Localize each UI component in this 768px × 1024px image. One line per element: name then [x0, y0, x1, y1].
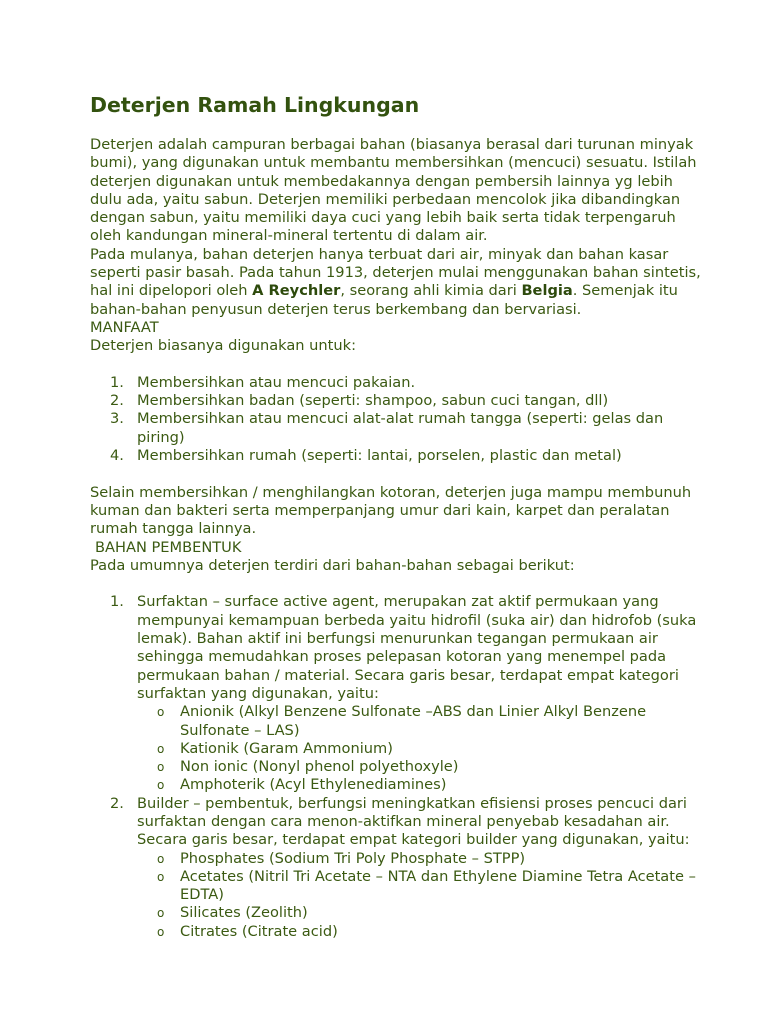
bullet-icon: o [157, 778, 165, 793]
intro-p2-text-c: . Semenjak itu bahan-bahan penyusun deterjen terus berkembang dan bervariasi. [90, 282, 678, 318]
list-number: 1. [110, 593, 124, 611]
sub-list-item [90, 703, 705, 740]
sub-list-item-text: Acetates (Nitril Tri Acetate – NTA dan Ethylene Diamine Tetra Acetate – EDTA) [180, 867, 696, 904]
list-number: 2. [110, 392, 124, 410]
bullet-icon: o [157, 705, 165, 720]
list-number: 3. [110, 410, 124, 428]
sub-list-item-text: Non ionic (Nonyl phenol polyethoxyle) [180, 758, 459, 776]
list-number: 2. [110, 794, 124, 812]
sub-list-item-text: Silicates (Zeolith) [180, 904, 308, 922]
page-title: Deterjen Ramah Lingkungan [90, 93, 420, 117]
document-body [90, 136, 705, 941]
sub-list-item [90, 868, 705, 905]
list-item-text: Membersihkan atau mencuci alat-alat rumah tangga (seperti: gelas dan piring) [137, 410, 664, 446]
bullet-icon: o [157, 851, 165, 866]
intro-p2-text-b: , seorang ahli kimia dari [340, 282, 522, 300]
country-name: Belgia [521, 282, 573, 300]
surfaktan-sublist [90, 703, 705, 794]
list-number: 1. [110, 373, 124, 391]
sub-list-item [90, 776, 705, 794]
list-item-text: Membersihkan badan (seperti: shampoo, sabun cuci tangan, dll) [137, 392, 609, 410]
list-item-text: Membersihkan rumah (seperti: lantai, porselen, plastic dan metal) [137, 447, 622, 465]
sub-list-item-text: Phosphates (Sodium Tri Poly Phosphate – STPP) [180, 849, 526, 867]
list-item-text: Surfaktan – surface active agent, merupakan zat aktif permukaan yang mempunyai kemampuan berbeda yaitu hidrofil (suka air) dan hidrofob (suka lemak). Bahan aktif ini berfungsi menurunkan tegangan permukaan air sehingga memudahkan proses pelepasan kotoran yang menempel pada permukaan bahan / material. Secara garis besar, terdapat empat kategori surfaktan yang digunakan, yaitu: [137, 593, 697, 702]
bullet-icon: o [157, 906, 165, 921]
sub-list-item-text: Citrates (Citrate acid) [180, 922, 338, 940]
sub-list-item [90, 904, 705, 922]
sub-list-item [90, 850, 705, 868]
bahan-list [90, 593, 705, 941]
intro-p2-text-a: Pada mulanya, bahan deterjen hanya terbuat dari air, minyak dan bahan kasar seperti pasir basah. Pada tahun 1913, deterjen mulai menggunakan bahan sintetis, hal ini dipelopori oleh [90, 245, 701, 300]
bullet-icon: o [157, 924, 165, 939]
person-name: A Reychler [252, 282, 341, 300]
section-heading-bahan: BAHAN PEMBENTUK [95, 538, 242, 556]
builder-sublist [90, 850, 705, 941]
list-item [90, 392, 705, 410]
list-item [90, 593, 705, 794]
intro-paragraph-1: Deterjen adalah campuran berbagai bahan (biasanya berasal dari turunan minyak bumi), yang digunakan untuk membantu membersihkan (mencuci) sesuatu. Istilah deterjen digunakan untuk membedakannya dengan pembersih lainnya yg lebih dulu ada, yaitu sabun. Deterjen memiliki perbedaan mencolok jika dibandingkan dengan sabun, yaitu memiliki daya cuci yang lebih baik serta tidak terpengaruh oleh kandungan mineral-mineral tertentu di dalam air. [90, 136, 697, 245]
manfaat-after: Selain membersihkan / menghilangkan kotoran, deterjen juga mampu membunuh kuman dan bakteri serta memperpanjang umur dari kain, karpet dan peralatan rumah tangga lainnya. [90, 483, 692, 538]
list-item-text: Membersihkan atau mencuci pakaian. [137, 373, 416, 391]
list-item [90, 374, 705, 392]
sub-list-item [90, 758, 705, 776]
bullet-icon: o [157, 760, 165, 775]
list-item [90, 447, 705, 465]
bahan-lead: Pada umumnya deterjen terdiri dari bahan-bahan sebagai berikut: [90, 556, 575, 574]
list-item [90, 410, 705, 447]
list-item-text: Builder – pembentuk, berfungsi meningkatkan efisiensi proses pencuci dari surfaktan dengan cara menon-aktifkan mineral penyebab kesadahan air. Secara garis besar, terdapat empat kategori builder yang digunakan, yaitu: [137, 794, 690, 849]
list-number: 4. [110, 447, 124, 465]
manfaat-lead: Deterjen biasanya digunakan untuk: [90, 337, 357, 355]
bullet-icon: o [157, 741, 165, 756]
sub-list-item [90, 740, 705, 758]
manfaat-list [90, 374, 705, 465]
sub-list-item-text: Amphoterik (Acyl Ethylenediamines) [180, 776, 447, 794]
intro-paragraph-2 [90, 246, 705, 319]
list-item [90, 795, 705, 941]
sub-list-item-text: Kationik (Garam Ammonium) [180, 739, 393, 757]
sub-list-item [90, 923, 705, 941]
bullet-icon: o [157, 869, 165, 884]
section-heading-manfaat: MANFAAT [90, 318, 159, 336]
sub-list-item-text: Anionik (Alkyl Benzene Sulfonate –ABS dan Linier Alkyl Benzene Sulfonate – LAS) [180, 703, 647, 739]
